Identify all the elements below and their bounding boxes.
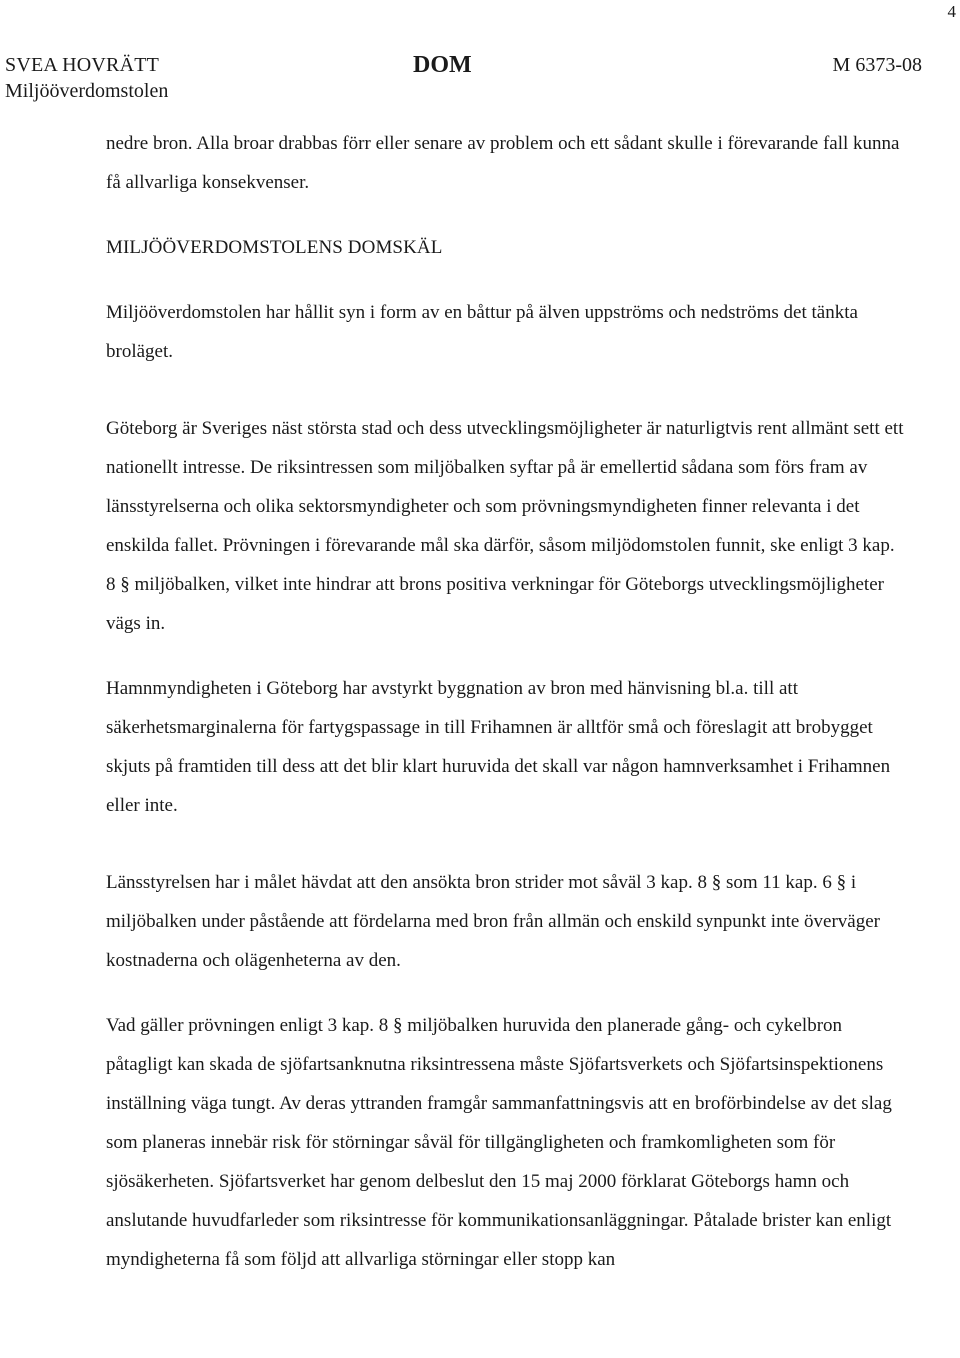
paragraph-6: Vad gäller prövningen enligt 3 kap. 8 § miljöbalken huruvida den planerade gång- och cykelbron påtagligt kan skada de sjöfartsanknutna riksintressena måste Sjöfartsverkets och Sjöfartsinspektionens inställning väga tungt. Av deras yttranden framgår sammanfattningsvis att en broförbindelse av det slag som planeras innebär risk för störningar såväl för tillgängligheten och framkomligheten som för sjösäkerheten. Sjöfartsverket har genom delbeslut den 15 maj 2000 förklarat Göteborgs hamn och anslutande huvudfarleder som riksintresse för kommunikationsanläggningar. Påtalade brister kan enligt myndigheterna få som följd att allvarliga störningar eller stopp kan bbox=[106, 1015, 892, 1270]
paragraph-4: Hamnmyndigheten i Göteborg har avstyrkt byggnation av bron med hänvisning bl.a. till att säkerhetsmarginalerna för fartygspassage in till Frihamnen är alltför små och föreslagit att brobygget skjuts på framtiden till dess att det blir klart huruvida det skall var någon hamnverksamhet i Frihamnen eller inte. bbox=[106, 678, 891, 816]
paragraph-1: nedre bron. Alla broar drabbas förr eller senare av problem och ett sådant skulle i förevarande fall kunna få allvarliga konsekvenser. bbox=[106, 133, 900, 193]
document-header bbox=[5, 54, 925, 106]
document-body bbox=[106, 124, 906, 1279]
document-type: DOM bbox=[413, 52, 472, 78]
paragraph-5: Länsstyrelsen har i målet hävdat att den ansökta bron strider mot såväl 3 kap. 8 § som 11 kap. 6 § i miljöbalken under påstående att fördelarna med bron från allmän och enskild synpunkt inte överväger kostnaderna och olägenheterna av den. bbox=[106, 872, 880, 971]
paragraph-2: Miljööverdomstolen har hållit syn i form av en båttur på älven uppströms och nedströms det tänkta broläget. bbox=[106, 302, 858, 362]
court-name: SVEA HOVRÄTT bbox=[5, 54, 160, 76]
paragraph-3: Göteborg är Sveriges näst största stad och dess utvecklingsmöjligheter är naturligtvis rent allmänt sett ett nationellt intresse. De riksintressen som miljöbalken syftar på är emellertid sådana som förs fram av länsstyrelserna och olika sektorsmyndigheter och som prövningsmyndigheten finner relevanta i det enskilda fallet. Prövningen i förevarande mål ska därför, såsom miljödomstolen funnit, ske enligt 3 kap. 8 § miljöbalken, vilket inte hindrar att brons positiva verkningar för Göteborgs utvecklingsmöjligheter vägs in. bbox=[106, 418, 904, 634]
case-number: M 6373-08 bbox=[832, 54, 922, 76]
page-number: 4 bbox=[947, 2, 956, 21]
court-department: Miljööverdomstolen bbox=[5, 80, 169, 102]
section-heading: MILJÖÖVERDOMSTOLENS DOMSKÄL bbox=[106, 237, 443, 258]
